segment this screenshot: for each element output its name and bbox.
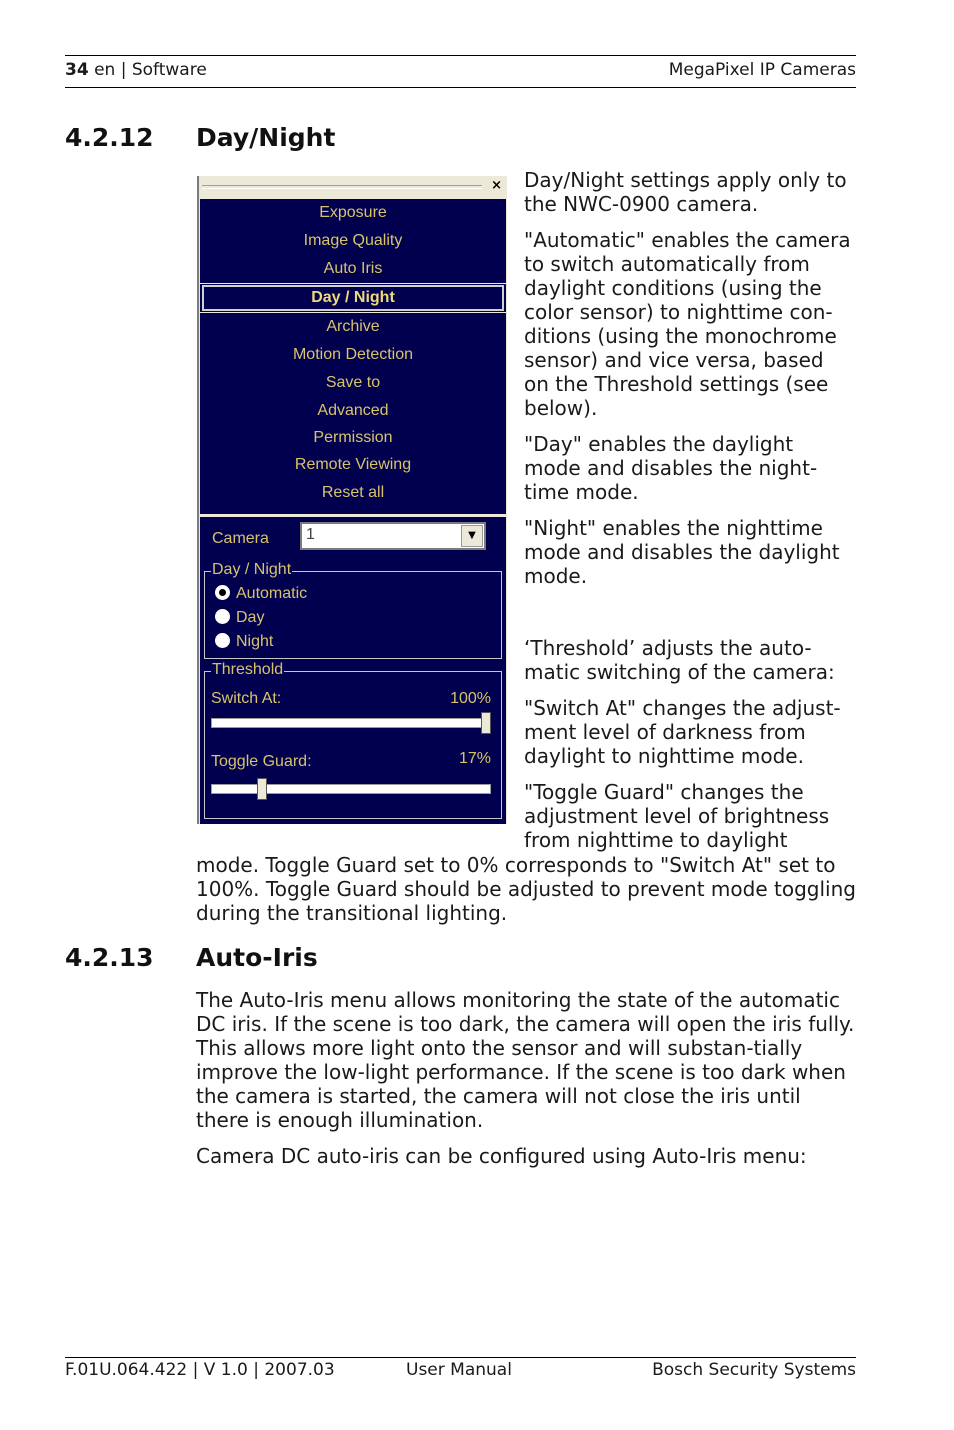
section-number: 4.2.13	[65, 943, 154, 972]
header-product: MegaPixel IP Cameras	[668, 60, 856, 80]
header-section: en | Software	[94, 60, 207, 80]
radio-night-label: Night	[236, 633, 274, 650]
section-title: Day/Night	[196, 123, 336, 152]
day-night-settings-area	[200, 517, 506, 824]
switch-at-value: 100%	[450, 690, 491, 707]
menu-item-exposure[interactable]: Exposure	[319, 204, 387, 221]
panel-titlebar	[199, 176, 507, 198]
switch-at-slider-track[interactable]	[211, 718, 491, 728]
paragraph: Camera DC auto-iris can be configured using Auto-Iris menu:	[196, 1144, 807, 1168]
toggle-guard-slider-track[interactable]	[211, 784, 491, 794]
section-title: Auto-Iris	[196, 943, 318, 972]
menu-item-reset-all[interactable]: Reset all	[321, 484, 385, 501]
threshold-groupbox	[204, 661, 502, 819]
auto-iris-text	[196, 988, 856, 1168]
menu-item-day-night[interactable]: Day / Night	[202, 285, 504, 311]
footer-doc-type: User Manual	[406, 1360, 512, 1380]
chevron-down-icon[interactable]: ▼	[461, 525, 483, 547]
radio-night[interactable]	[215, 633, 273, 651]
menu-item-auto-iris[interactable]: Auto Iris	[323, 260, 383, 277]
menu-item-advanced[interactable]: Advanced	[317, 402, 389, 419]
day-night-settings-panel	[197, 176, 507, 824]
radio-day-indicator[interactable]	[215, 609, 230, 624]
menu-item-save-to[interactable]: Save to	[325, 374, 381, 391]
switch-at-slider-thumb[interactable]	[481, 712, 491, 734]
radio-night-indicator[interactable]	[215, 633, 230, 648]
menu-item-image-quality[interactable]: Image Quality	[303, 232, 403, 249]
menu-item-remote-viewing[interactable]: Remote Viewing	[294, 456, 412, 473]
continuation-text	[196, 853, 856, 925]
settings-menu-selected	[200, 284, 506, 312]
header-bottom-rule	[65, 87, 856, 88]
switch-at-label: Switch At:	[211, 690, 282, 707]
footer-company: Bosch Security Systems	[652, 1360, 856, 1380]
paragraph: "Switch At" changes the adjust-ment level of darkness from daylight to nighttime mode.	[524, 696, 841, 768]
radio-automatic-indicator[interactable]	[215, 585, 230, 600]
toggle-guard-label: Toggle Guard:	[211, 753, 312, 770]
paragraph: ‘Threshold’ adjusts the auto-matic switching of the camera:	[524, 636, 835, 684]
paragraph: Day/Night settings apply only to the NWC-0900 camera.	[524, 168, 847, 216]
toggle-guard-slider-thumb[interactable]	[257, 778, 267, 800]
paragraph: "Automatic" enables the camera to switch automatically from daylight conditions (using the color sensor) to nighttime con-ditions (using the monochrome sensor) and vice versa, based on the Threshold settings (see below).	[524, 228, 851, 420]
paragraph: The Auto-Iris menu allows monitoring the state of the automatic DC iris. If the scene is too dark, the camera will open the iris fully. This allows more light onto the sensor and will substan-tially improve the low-light performance. If the scene is too dark when the camera is started, the camera will not close the iris until there is enough illumination.	[196, 988, 855, 1132]
section-number: 4.2.12	[65, 123, 154, 152]
page-number: 34	[65, 60, 89, 80]
right-column-text	[524, 168, 854, 852]
menu-item-archive[interactable]: Archive	[326, 318, 380, 335]
menu-item-permission[interactable]: Permission	[313, 429, 393, 446]
paragraph: mode. Toggle Guard set to 0% corresponds to "Switch At" set to 100%. Toggle Guard should be adjusted to prevent mode toggling during the transitional lighting.	[196, 853, 856, 925]
threshold-group-label: Threshold	[212, 661, 284, 678]
close-icon[interactable]: ×	[491, 178, 502, 193]
camera-select-value: 1	[306, 526, 315, 543]
footer-doc-id: F.01U.064.422 | V 1.0 | 2007.03	[65, 1360, 335, 1380]
radio-automatic[interactable]	[215, 585, 307, 603]
section-heading-day-night	[65, 123, 335, 153]
footer-rule	[65, 1357, 856, 1358]
settings-menu-top	[200, 199, 506, 283]
paragraph: "Night" enables the nighttime mode and disables the daylight mode.	[524, 516, 840, 588]
toggle-guard-value: 17%	[458, 750, 491, 767]
day-night-groupbox	[204, 561, 502, 659]
paragraph: "Toggle Guard" changes the adjustment level of brightness from nighttime to daylight	[524, 780, 830, 852]
section-heading-auto-iris	[65, 943, 318, 973]
menu-item-motion-detection[interactable]: Motion Detection	[292, 346, 414, 363]
radio-day-label: Day	[236, 609, 265, 626]
camera-select[interactable]	[300, 522, 486, 550]
settings-menu-bottom	[200, 313, 506, 514]
header-top-rule	[65, 55, 856, 56]
radio-day[interactable]	[215, 609, 264, 627]
paragraph: "Day" enables the daylight mode and disables the night-time mode.	[524, 432, 818, 504]
titlebar-grip[interactable]	[202, 185, 482, 189]
day-night-group-label: Day / Night	[212, 561, 292, 578]
camera-label: Camera	[212, 530, 269, 547]
radio-automatic-label: Automatic	[236, 585, 308, 602]
header-left	[65, 60, 207, 80]
